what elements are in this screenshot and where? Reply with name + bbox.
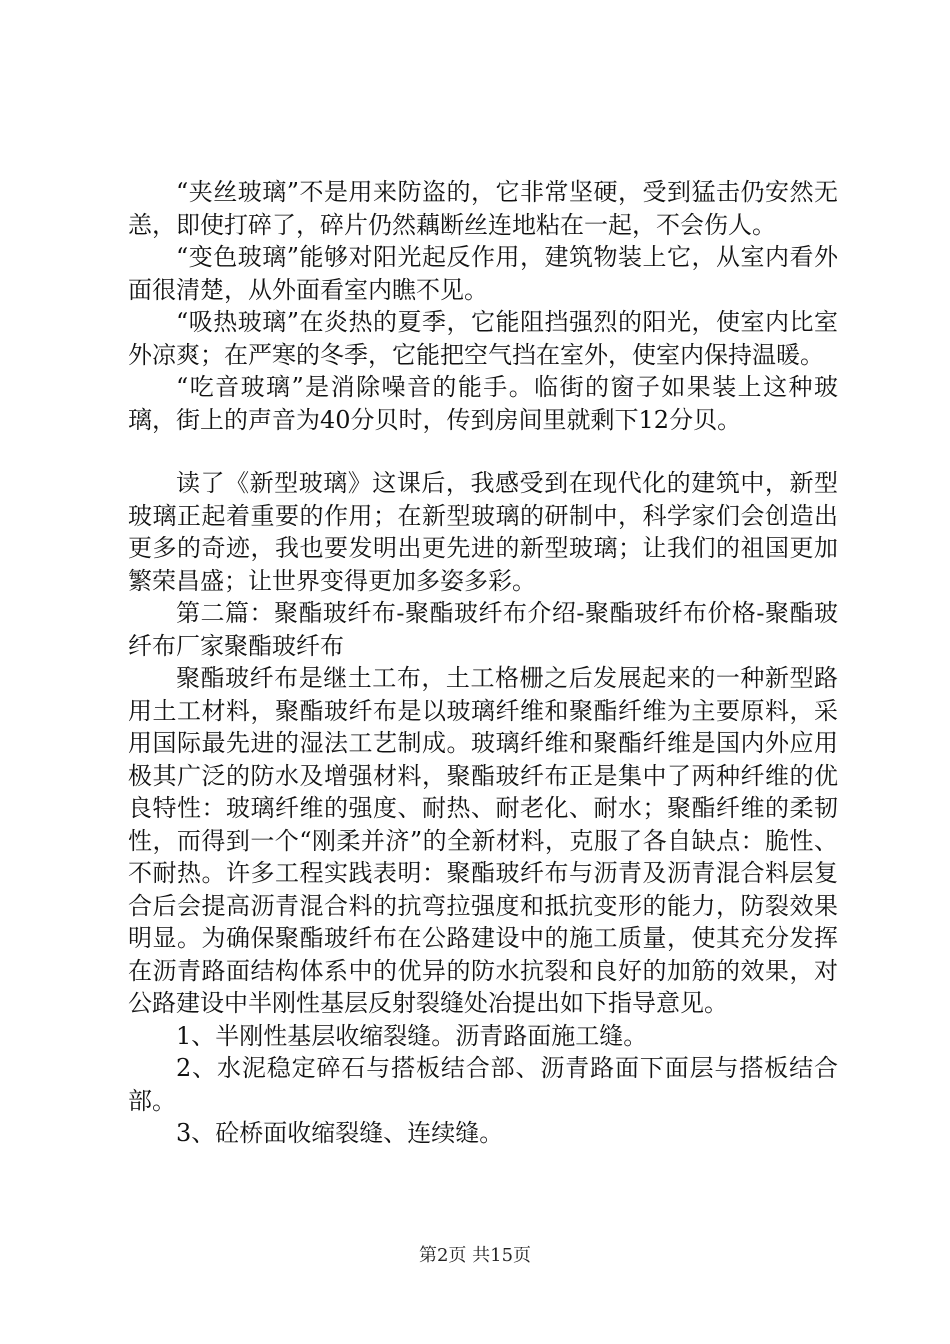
paragraph-polyester-glass-fiber-intro: 聚酯玻纤布是继土工布，土工格栅之后发展起来的一种新型路用土工材料，聚酯玻纤布是以玻璃纤维和聚酯纤维为主要原料，采用国际最先进的湿法工艺制成。玻璃纤维和聚酯纤维是国内外应用极其广泛的防水及增强材料，聚酯玻纤布正是集中了两种纤维的优良特性：玻璃纤维的强度、耐热、耐老化、耐水；聚酯纤维的柔韧性，而得到一个“刚柔并济”的全新材料，克服了各自缺点：脆性、不耐热。许多工程实践表明：聚酯玻纤布与沥青及沥青混合料层复合后会提高沥青混合料的抗弯拉强度和抵抗变形的能力，防裂效果明显。为确保聚酯玻纤布在公路建设中的施工质量，使其充分发挥在沥青路面结构体系中的优异的防水抗裂和良好的加筋的效果，对公路建设中半刚性基层反射裂缝处冶提出如下指导意见。 <box>128 664 838 1017</box>
list-item-2: 2、水泥稳定碎石与搭板结合部、沥青路面下面层与搭板结合部。 <box>128 1054 838 1115</box>
paragraph-photochromic-glass: “变色玻璃”能够对阳光起反作用，建筑物装上它，从室内看外面很清楚，从外面看室内瞧不见。 <box>128 243 838 304</box>
section-heading-part-two: 第二篇：聚酯玻纤布-聚酯玻纤布介绍-聚酯玻纤布价格-聚酯玻纤布厂家聚酯玻纤布 <box>128 599 838 660</box>
paragraph-laminated-glass: “夹丝玻璃”不是用来防盗的，它非常坚硬，受到猛击仍安然无恙，即使打碎了，碎片仍然藕断丝连地粘在一起，不会伤人。 <box>128 178 838 239</box>
paragraph-soundproof-glass: “吃音玻璃”是消除噪音的能手。临街的窗子如果装上这种玻璃，街上的声音为40分贝时，传到房间里就剩下12分贝。 <box>128 373 838 434</box>
list-item-1: 1、半刚性基层收缩裂缝。沥青路面施工缝。 <box>176 1021 648 1050</box>
paragraph-heat-absorbing-glass: “吸热玻璃”在炎热的夏季，它能阻挡强烈的阳光，使室内比室外凉爽；在严寒的冬季，它能把空气挡在室外，使室内保持温暖。 <box>128 308 838 369</box>
page-number: 第2页 共15页 <box>418 1245 532 1266</box>
list-item-3: 3、砼桥面收缩裂缝、连续缝。 <box>176 1119 504 1147</box>
paragraph-reflection: 读了《新型玻璃》这课后，我感受到在现代化的建筑中，新型玻璃正起着重要的作用；在新型玻璃的研制中，科学家们会创造出更多的奇迹，我也要发明出更先进的新型玻璃；让我们的祖国更加繁荣昌盛；让世界变得更加多姿多彩。 <box>128 469 838 595</box>
document-body <box>128 176 838 1150</box>
